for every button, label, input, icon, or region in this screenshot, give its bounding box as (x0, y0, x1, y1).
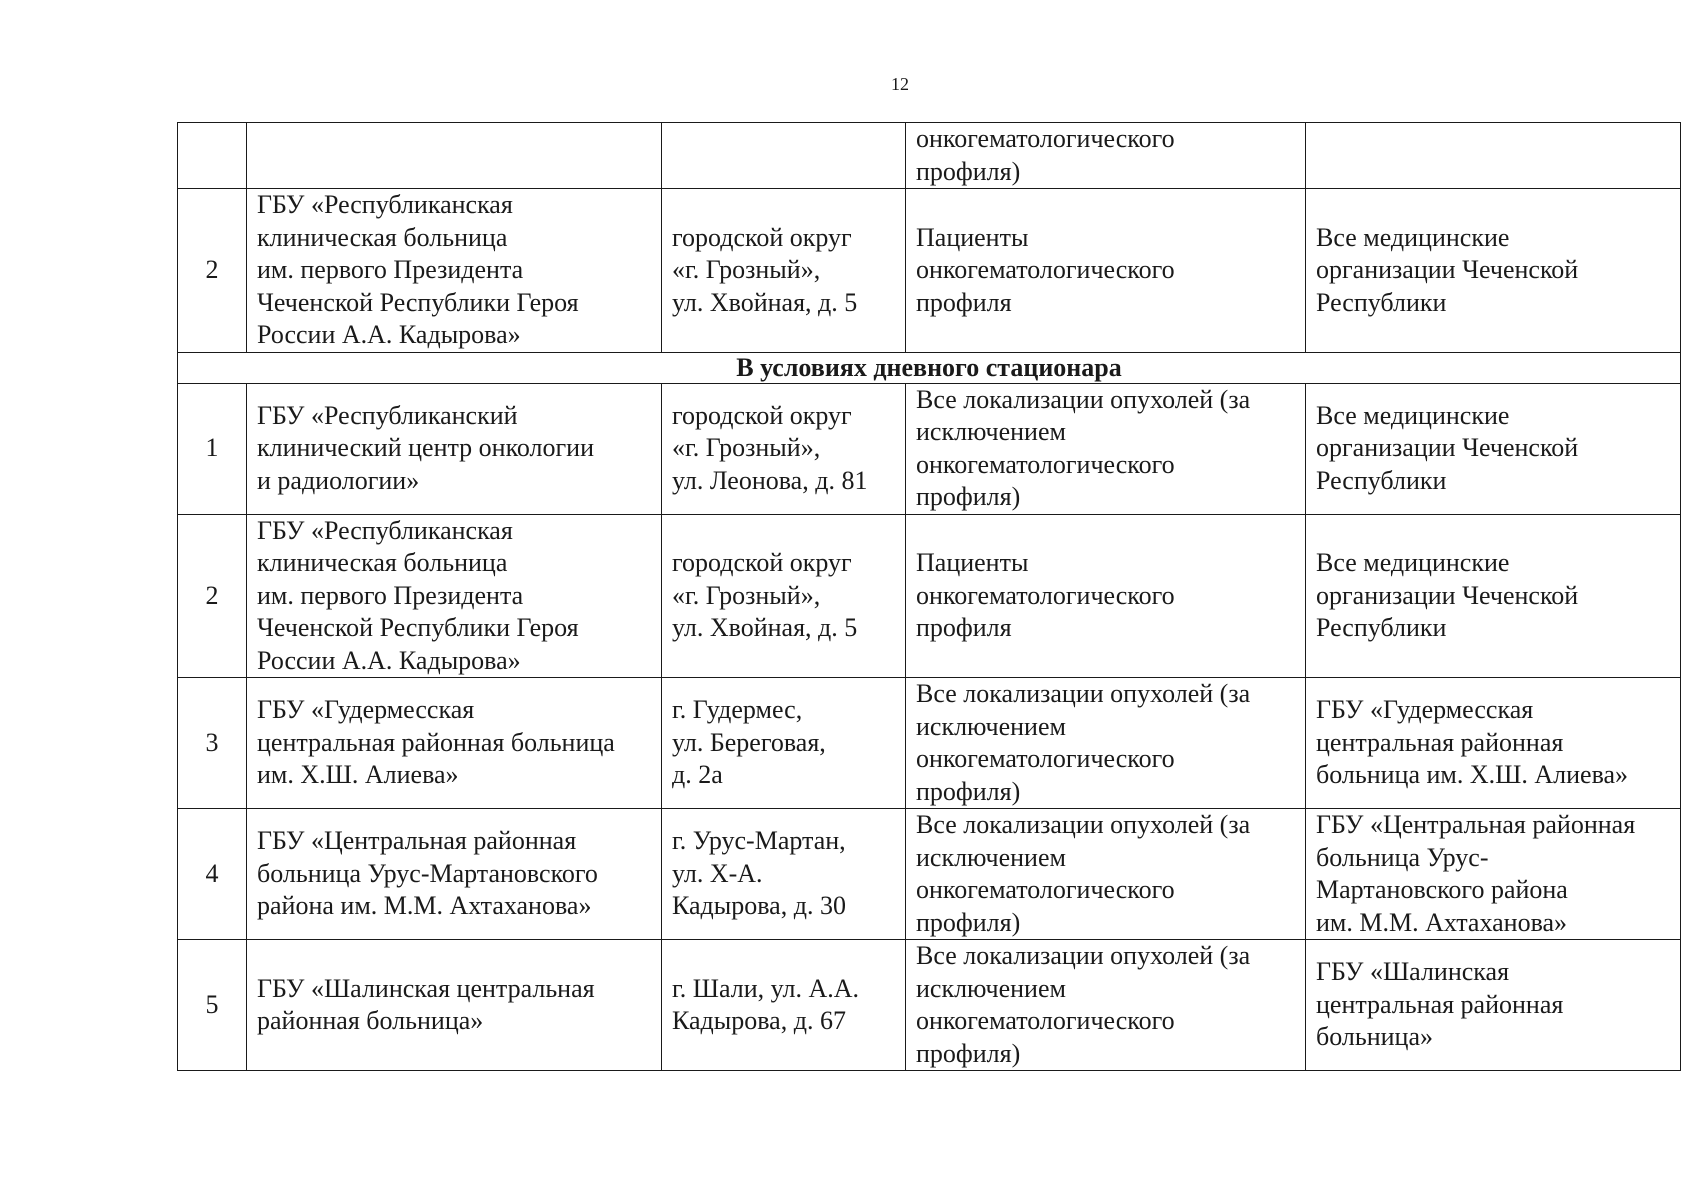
institution-cell (247, 809, 662, 940)
cell-text-line: онкогематологического (916, 580, 1175, 610)
institution-cell (247, 678, 662, 809)
attached-organizations-cell (1306, 514, 1681, 678)
cell-text-line: центральная районная (1316, 727, 1564, 757)
cell-text-line: профиля) (916, 776, 1021, 806)
profile-cell (906, 123, 1306, 189)
institution-cell (247, 123, 662, 189)
cell-text-line: ГБУ «Республиканская (257, 515, 513, 545)
page-number: 12 (891, 74, 909, 94)
row-number-cell: 3 (178, 678, 247, 809)
cell-text-line: Чеченской Республики Героя (257, 287, 579, 317)
cell-text-line: России А.А. Кадырова» (257, 320, 521, 349)
section-heading: В условиях дневного стационара (178, 352, 1681, 383)
cell-text-line: ГБУ «Шалинская (1316, 957, 1510, 987)
cell-text-line: профиля (916, 287, 1012, 317)
attached-organizations-cell (1306, 123, 1681, 189)
table-row (178, 514, 1681, 678)
cell-text-line: организации Чеченской (1316, 580, 1579, 610)
cell-text-line: профиля) (916, 1038, 1021, 1068)
attached-organizations-cell (1306, 678, 1681, 809)
cell-text-line: онкогематологического (916, 449, 1175, 479)
cell-text-line: онкогематологического (916, 124, 1175, 153)
table-row (178, 189, 1681, 353)
cell-text-line: Все локализации опухолей (за (916, 941, 1251, 970)
cell-text-line: организации Чеченской (1316, 433, 1579, 463)
cell-text-line: г. Гудермес, (672, 695, 803, 725)
cell-text-line: больница Урус-Мартановского (257, 858, 598, 888)
cell-text-line: профиля) (916, 156, 1021, 186)
address-cell (662, 678, 906, 809)
attached-organizations-cell (1306, 940, 1681, 1071)
cell-text-line: ГБУ «Шалинская центральная (257, 973, 595, 1003)
institution-cell (247, 189, 662, 353)
institution-cell (247, 514, 662, 678)
cell-text-line: Кадырова, д. 30 (672, 891, 846, 921)
address-cell (662, 123, 906, 189)
cell-text-line: Все медицинские (1316, 400, 1510, 430)
cell-text-line: района им. М.М. Ахтаханова» (257, 891, 592, 921)
continuation-row (178, 123, 1681, 189)
cell-text-line: Чеченской Республики Героя (257, 613, 579, 642)
cell-text-line: исключением (916, 842, 1066, 872)
cell-text-line: «г. Грозный», (672, 580, 821, 610)
cell-text-line: ГБУ «Центральная районная (1316, 810, 1636, 839)
cell-text-line: профиля (916, 613, 1012, 642)
row-number-cell (178, 123, 247, 189)
cell-text-line: им. первого Президента (257, 255, 524, 284)
cell-text-line: г. Урус-Мартан, (672, 826, 846, 856)
cell-text-line: Кадырова, д. 67 (672, 1006, 846, 1035)
medical-organizations-table (177, 122, 1681, 1071)
cell-text-line: Пациенты (916, 222, 1029, 252)
cell-text-line: Все медицинские (1316, 222, 1510, 252)
cell-text-line: Республики (1316, 287, 1447, 317)
cell-text-line: исключением (916, 973, 1066, 1003)
section-heading-row (178, 352, 1681, 383)
institution-cell (247, 940, 662, 1071)
row-number-cell: 5 (178, 940, 247, 1071)
cell-text-line: д. 2а (672, 760, 723, 790)
cell-text-line: профиля) (916, 482, 1021, 511)
cell-text-line: ГБУ «Центральная районная (257, 826, 577, 856)
address-cell (662, 809, 906, 940)
cell-text-line: онкогематологического (916, 1006, 1175, 1035)
cell-text-line: и радиологии» (257, 465, 420, 495)
attached-organizations-cell (1306, 809, 1681, 940)
cell-text-line: России А.А. Кадырова» (257, 645, 521, 675)
row-number-cell: 1 (178, 383, 247, 514)
cell-text-line: ГБУ «Гудермесская (257, 695, 475, 725)
row-number-cell: 2 (178, 189, 247, 353)
cell-text-line: Все локализации опухолей (за (916, 384, 1251, 414)
row-number-cell: 2 (178, 514, 247, 678)
cell-text-line: ул. Береговая, (672, 727, 826, 757)
profile-cell (906, 940, 1306, 1071)
cell-text-line: больница» (1316, 1022, 1433, 1052)
cell-text-line: исключением (916, 711, 1066, 741)
cell-text-line: Все медицинские (1316, 548, 1510, 577)
cell-text-line: ул. Хвойная, д. 5 (672, 613, 858, 642)
cell-text-line: клиническая больница (257, 222, 508, 252)
cell-text-line: «г. Грозный», (672, 433, 821, 463)
cell-text-line: Мартановского района (1316, 875, 1568, 904)
profile-cell (906, 383, 1306, 514)
cell-text-line: больница им. Х.Ш. Алиева» (1316, 760, 1629, 790)
table-row (178, 940, 1681, 1071)
cell-text-line: Все локализации опухолей (за (916, 679, 1251, 708)
cell-text-line: ул. Хвойная, д. 5 (672, 287, 858, 317)
cell-text-line: городской округ (672, 222, 852, 252)
table-row (178, 809, 1681, 940)
cell-text-line: онкогематологического (916, 875, 1175, 904)
attached-organizations-cell (1306, 189, 1681, 353)
cell-text-line: ул. Х-А. (672, 858, 763, 888)
row-number-cell: 4 (178, 809, 247, 940)
cell-text-line: ГБУ «Республиканский (257, 400, 518, 430)
cell-text-line: им. Х.Ш. Алиева» (257, 760, 459, 790)
cell-text-line: Республики (1316, 465, 1447, 495)
cell-text-line: «г. Грозный», (672, 255, 821, 284)
table-row (178, 383, 1681, 514)
table-row (178, 678, 1681, 809)
cell-text-line: центральная районная больница (257, 727, 615, 757)
cell-text-line: ул. Леонова, д. 81 (672, 465, 868, 495)
cell-text-line: центральная районная (1316, 989, 1564, 1019)
address-cell (662, 383, 906, 514)
cell-text-line: клиническая больница (257, 548, 508, 577)
profile-cell (906, 189, 1306, 353)
cell-text-line: профиля) (916, 907, 1021, 937)
address-cell (662, 514, 906, 678)
cell-text-line: Республики (1316, 613, 1447, 642)
cell-text-line: городской округ (672, 400, 852, 430)
cell-text-line: г. Шали, ул. А.А. (672, 973, 860, 1003)
cell-text-line: Пациенты (916, 548, 1029, 577)
cell-text-line: больница Урус- (1316, 842, 1489, 872)
institution-cell (247, 383, 662, 514)
profile-cell (906, 678, 1306, 809)
cell-text-line: им. М.М. Ахтаханова» (1316, 907, 1568, 937)
profile-cell (906, 514, 1306, 678)
cell-text-line: исключением (916, 417, 1066, 446)
cell-text-line: ГБУ «Республиканская (257, 190, 513, 219)
cell-text-line: им. первого Президента (257, 580, 524, 610)
attached-organizations-cell (1306, 383, 1681, 514)
cell-text-line: Все локализации опухолей (за (916, 810, 1251, 839)
cell-text-line: ГБУ «Гудермесская (1316, 695, 1534, 725)
cell-text-line: городской округ (672, 548, 852, 577)
address-cell (662, 189, 906, 353)
cell-text-line: онкогематологического (916, 255, 1175, 284)
cell-text-line: онкогематологического (916, 744, 1175, 773)
cell-text-line: клинический центр онкологии (257, 433, 595, 463)
profile-cell (906, 809, 1306, 940)
address-cell (662, 940, 906, 1071)
cell-text-line: организации Чеченской (1316, 255, 1579, 284)
cell-text-line: районная больница» (257, 1006, 484, 1035)
